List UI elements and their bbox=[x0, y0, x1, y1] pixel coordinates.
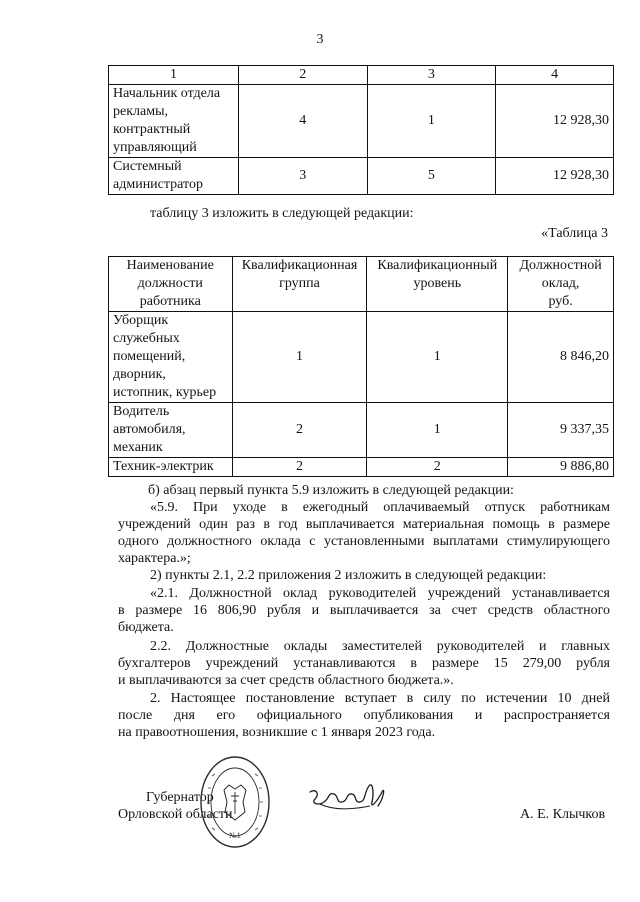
header-line: Наименование bbox=[126, 258, 214, 273]
salary-cell: 9 337,35 bbox=[508, 403, 614, 458]
qualification-group-cell: 3 bbox=[238, 158, 367, 195]
salary-cell: 9 886,80 bbox=[508, 458, 614, 477]
official-seal bbox=[198, 754, 272, 850]
text-line: бюджета. bbox=[118, 620, 174, 635]
column-header: 3 bbox=[367, 66, 496, 85]
position-name-line: помещений, bbox=[113, 349, 186, 364]
table-3 bbox=[108, 256, 614, 477]
text-line: «5.9. При уходе в ежегодный оплачиваемый отпуск работникам bbox=[150, 500, 610, 515]
position-cell bbox=[109, 312, 233, 403]
table-row bbox=[109, 158, 614, 195]
text-line: в размере 16 806,90 рубля и выплачивается за счет средств областного bbox=[118, 603, 610, 618]
column-header: 4 bbox=[496, 66, 614, 85]
paragraph-item-2: 2) пункты 2.1, 2.2 приложения 2 изложить в следующей редакции: bbox=[150, 568, 547, 583]
position-name-line: служебных bbox=[113, 331, 180, 346]
seal-number: №1 bbox=[229, 831, 241, 840]
header-line: Квалификационная bbox=[241, 258, 358, 273]
text-line: на правоотношения, возникшие с 1 января 2023 года. bbox=[118, 725, 436, 740]
text-line: «2.1. Должностной оклад руководителей учреждений устанавливается bbox=[150, 586, 610, 601]
position-name-line: контрактный bbox=[113, 122, 191, 137]
position-name-line: истопник, курьер bbox=[113, 385, 217, 400]
text-line: бухгалтеров учреждений устанавливаются в размере 15 279,00 рубля bbox=[118, 656, 610, 671]
position-name-line: управляющий bbox=[113, 140, 197, 155]
qualification-group-cell: 2 bbox=[232, 458, 367, 477]
instruction-text: таблицу 3 изложить в следующей редакции: bbox=[150, 206, 414, 221]
table-header-row bbox=[109, 257, 614, 312]
salary-cell: 12 928,30 bbox=[496, 85, 614, 158]
header-line: должности bbox=[137, 276, 203, 291]
salary-cell: 12 928,30 bbox=[496, 158, 614, 195]
position-name-line: рекламы, bbox=[113, 104, 168, 119]
header-line: Квалификационный bbox=[377, 258, 498, 273]
position-cell bbox=[109, 85, 239, 158]
header-line: оклад, bbox=[541, 276, 580, 291]
position-name-line: Уборщик bbox=[113, 313, 169, 328]
position-name-line: администратор bbox=[113, 177, 203, 192]
position-name-line: автомобиля, bbox=[113, 422, 186, 437]
position-name-line: механик bbox=[113, 440, 163, 455]
column-header-position bbox=[109, 257, 233, 312]
position-cell bbox=[109, 458, 233, 477]
position-name-line: Начальник отдела bbox=[113, 86, 221, 101]
text-line: и выплачиваются за счет средств областного бюджета.». bbox=[118, 673, 454, 688]
signatory-title-line2: Орловской области bbox=[118, 807, 233, 822]
text-line: характера.»; bbox=[118, 551, 191, 566]
table-row bbox=[109, 85, 614, 158]
table-header-row bbox=[109, 66, 614, 85]
column-header: 1 bbox=[109, 66, 239, 85]
header-line: руб. bbox=[548, 294, 573, 309]
text-line: после дня его официального опубликования и распространяется bbox=[118, 708, 610, 723]
qualification-level-cell: 2 bbox=[367, 458, 508, 477]
qualification-level-cell: 1 bbox=[367, 85, 496, 158]
salary-cell: 8 846,20 bbox=[508, 312, 614, 403]
text-line: одного должностного оклада с установленными выплатами стимулирующего bbox=[118, 534, 610, 549]
qualification-level-cell: 1 bbox=[367, 403, 508, 458]
text-line: 2. Настоящее постановление вступает в силу по истечении 10 дней bbox=[150, 691, 610, 706]
signatory-name: А. Е. Клычков bbox=[520, 807, 606, 822]
column-header: 2 bbox=[238, 66, 367, 85]
text-line: учреждений один раз в год выплачивается материальная помощь в размере bbox=[118, 517, 610, 532]
signatory-title-line1: Губернатор bbox=[146, 790, 214, 805]
handwritten-signature bbox=[306, 772, 390, 820]
page-number: 3 bbox=[316, 32, 324, 47]
qualification-group-cell: 2 bbox=[232, 403, 367, 458]
header-line: уровень bbox=[413, 276, 462, 291]
qualification-group-cell: 1 bbox=[232, 312, 367, 403]
position-name-line: Водитель bbox=[113, 404, 170, 419]
table-caption: «Таблица 3 bbox=[541, 226, 608, 241]
position-name-line: Техник-электрик bbox=[113, 459, 214, 474]
text-line: 2.2. Должностные оклады заместителей руководителей и главных bbox=[150, 639, 610, 654]
header-line: группа bbox=[279, 276, 320, 291]
table-row bbox=[109, 458, 614, 477]
header-line: Должностной bbox=[519, 258, 602, 273]
paragraph-item-b: б) абзац первый пункта 5.9 изложить в следующей редакции: bbox=[148, 483, 514, 498]
column-header-level bbox=[367, 257, 508, 312]
header-line: работника bbox=[139, 294, 201, 309]
column-header-group bbox=[232, 257, 367, 312]
column-header-salary bbox=[508, 257, 614, 312]
table-row bbox=[109, 403, 614, 458]
qualification-level-cell: 1 bbox=[367, 312, 508, 403]
position-name-line: дворник, bbox=[113, 367, 166, 382]
position-cell bbox=[109, 403, 233, 458]
position-cell bbox=[109, 158, 239, 195]
qualification-level-cell: 5 bbox=[367, 158, 496, 195]
table-row bbox=[109, 312, 614, 403]
qualification-group-cell: 4 bbox=[238, 85, 367, 158]
position-name-line: Системный bbox=[113, 159, 182, 174]
staff-table-continued bbox=[108, 65, 614, 195]
